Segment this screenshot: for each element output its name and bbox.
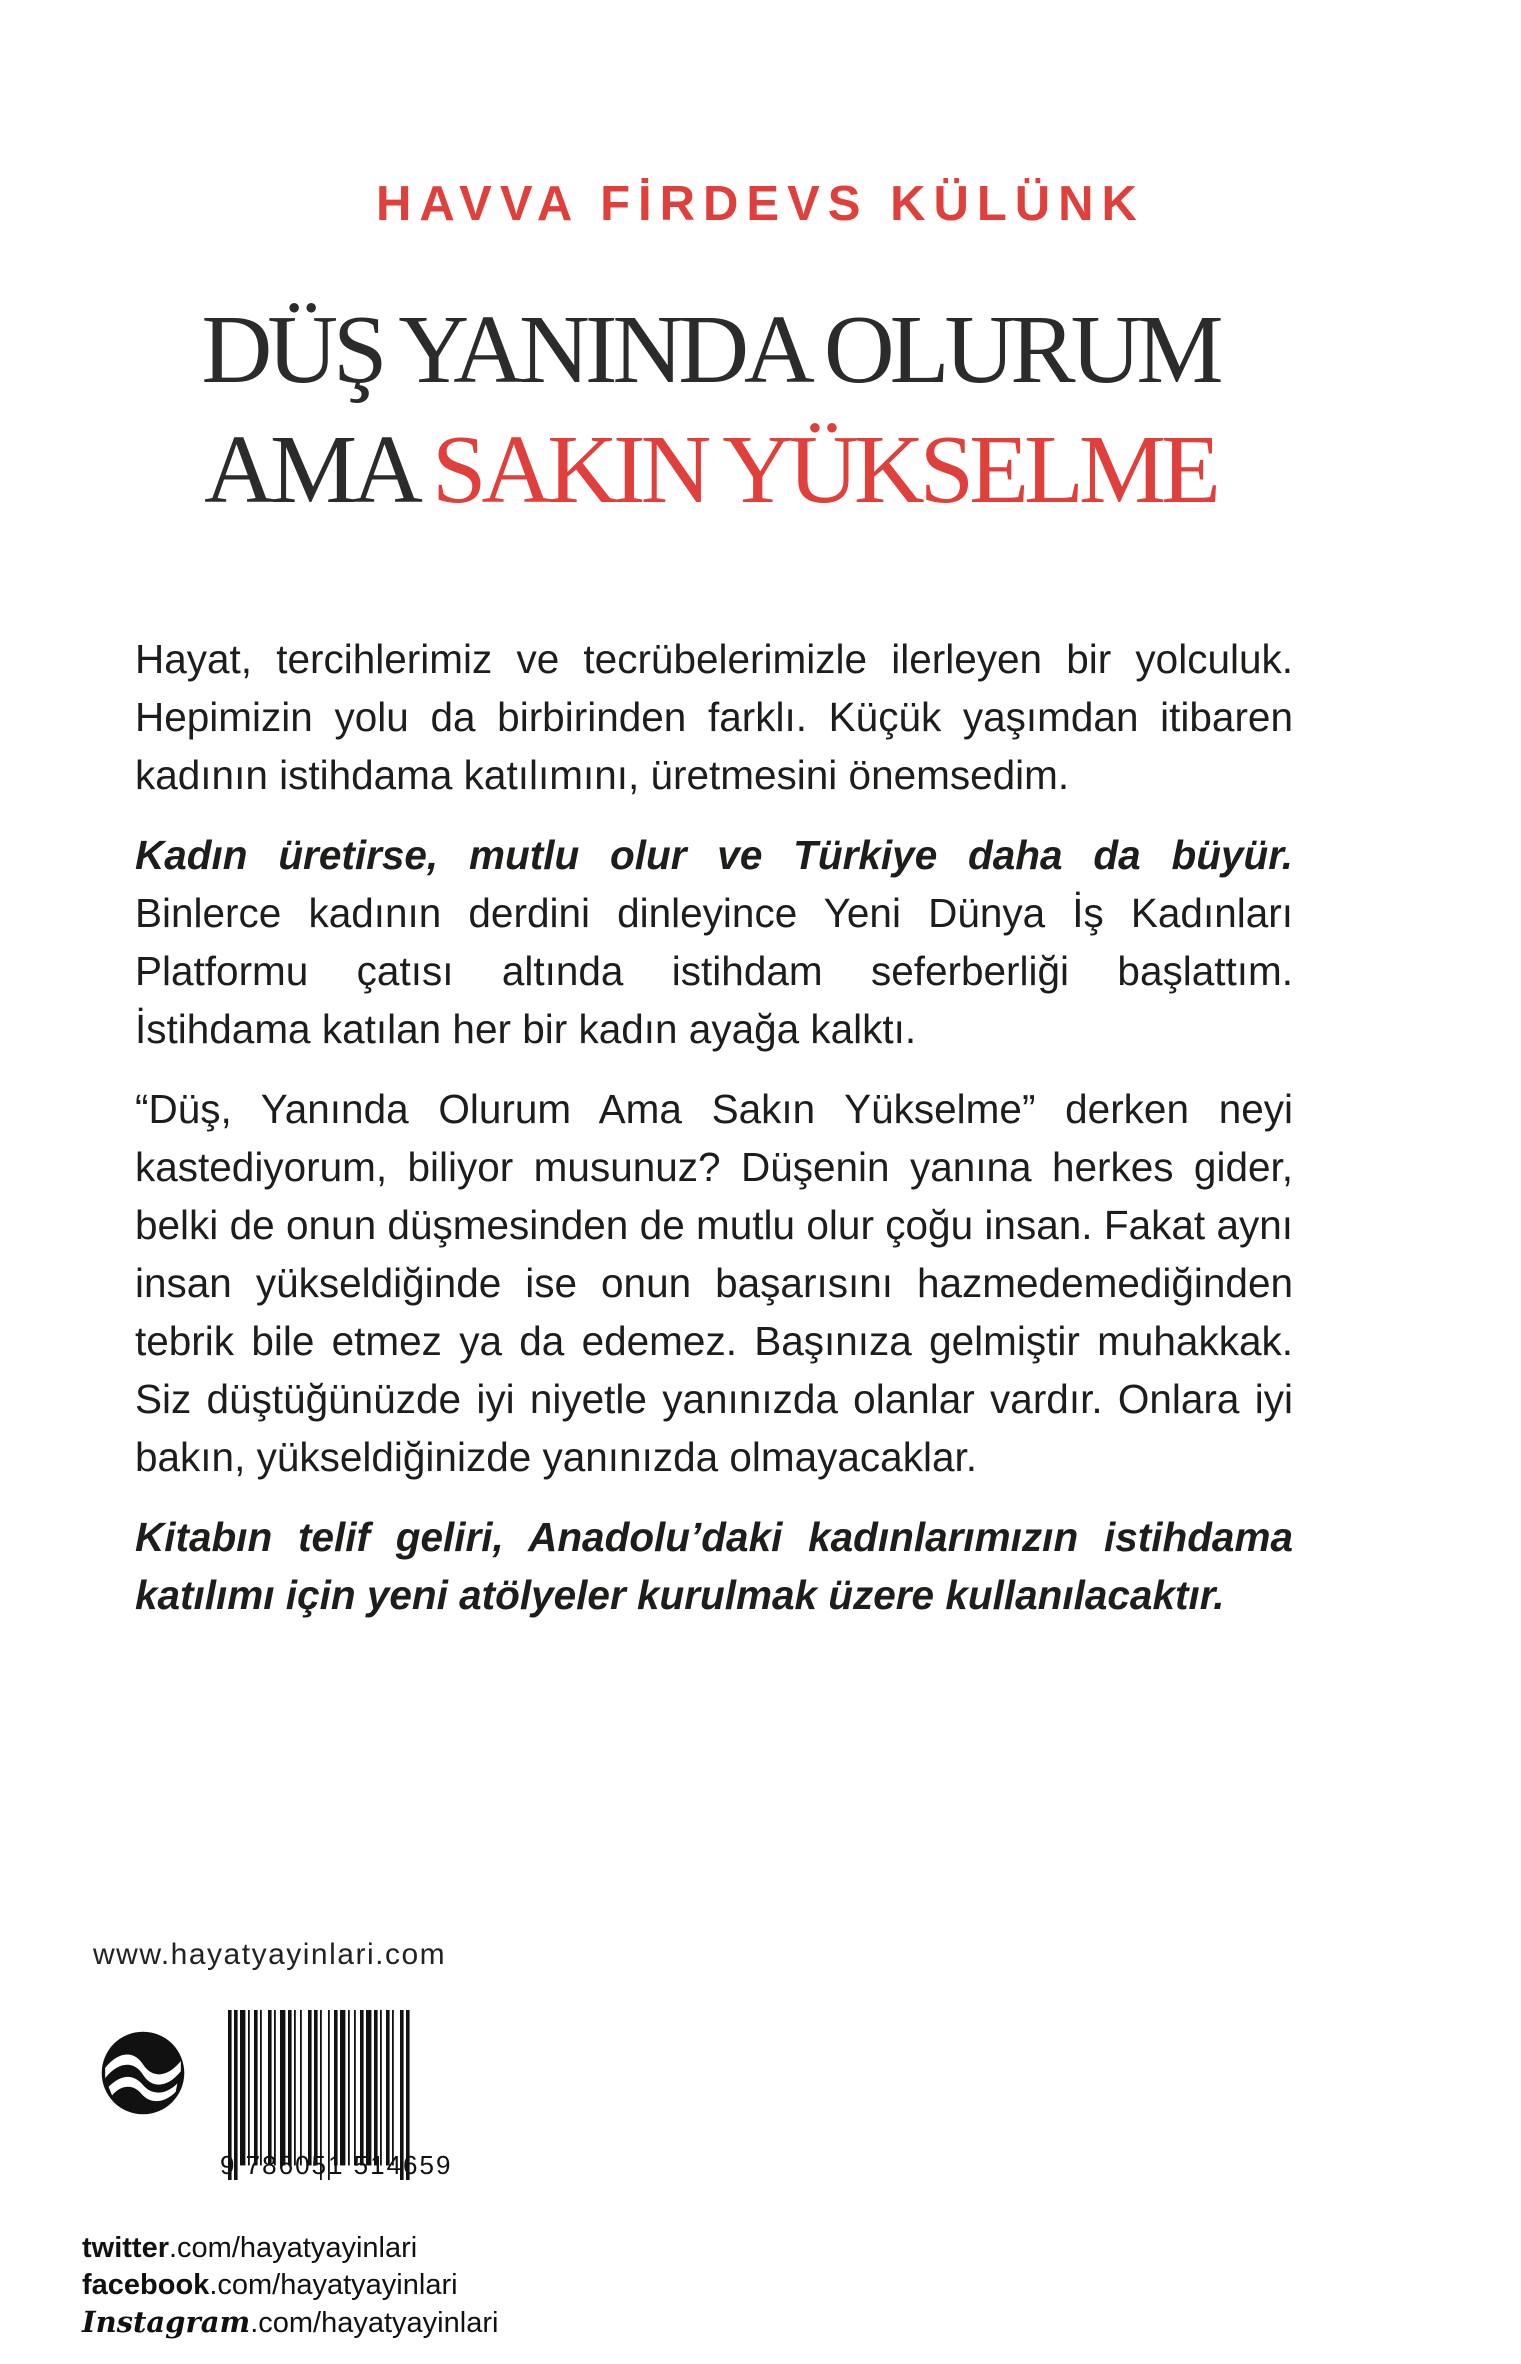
twitter-brand: twitter <box>82 2232 169 2264</box>
social-instagram[interactable] <box>82 2304 498 2342</box>
barcode-bar <box>240 2010 245 2165</box>
barcode-bar <box>248 2010 250 2165</box>
barcode-bar <box>280 2010 285 2165</box>
paragraph-2-rest: Binlerce kadının derdini dinleyince Yeni Dünya İş Kadınları Platformu çatısı altında istihdam seferberliği başlattım. İstihdama katılan her bir kadın ayağa kalktı. <box>135 890 1293 1052</box>
facebook-brand: facebook <box>82 2269 210 2301</box>
barcode-bar <box>300 2010 302 2165</box>
barcode-bar <box>392 2010 394 2165</box>
barcode-bar <box>348 2010 350 2165</box>
paragraph-3: “Düş, Yanında Olurum Ama Sakın Yükselme” derken neyi kastediyorum, biliyor musunuz? Düşenin yanına herkes gider, belki de onun düşmesinden de mutlu olur çoğu insan. Fakat aynı insan yükseldiğinde ise onun başarısını hazmedemediğinden tebrik bile etmez ya da edemez. Başınıza gelmiştir muhakkak. Siz düştüğünüzde iyi niyetle yanınızda olanlar vardır. Onlara iyi bakın, yükseldiğinizde yanınızda olmayacaklar. <box>135 1086 1293 1480</box>
facebook-path: .com/hayatyayinlari <box>209 2269 458 2301</box>
social-links <box>82 2230 498 2342</box>
instagram-path: .com/hayatyayinlari <box>250 2307 499 2339</box>
title-line-2-prefix: AMA <box>204 416 413 524</box>
barcode-bar <box>374 2010 378 2165</box>
barcode-bar <box>334 2010 338 2165</box>
barcode-bar <box>260 2010 262 2165</box>
paragraph-4: Kitabın telif geliri, Anadolu’daki kadınlarımızın istihdama katılımı için yeni atölyeler kurulmak üzere kullanılacaktır. <box>135 1514 1293 1618</box>
paragraph-2-emphasis: Kadın üretirse, mutlu olur ve Türkiye daha da büyür. <box>135 832 1293 878</box>
social-facebook[interactable] <box>82 2267 498 2304</box>
barcode-bar <box>386 2010 390 2165</box>
barcode-bar <box>254 2010 258 2165</box>
title-line-2-accent: SAKIN YÜKSELME <box>431 416 1216 524</box>
author-name: HAVVA FİRDEVS KÜLÜNK <box>376 177 1145 231</box>
social-twitter[interactable] <box>82 2230 498 2267</box>
barcode-bar <box>366 2010 371 2165</box>
paragraph-2 <box>135 826 1293 1058</box>
barcode-bar <box>268 2010 272 2165</box>
title-line-2 <box>0 410 1420 530</box>
publisher-wave-logo-icon <box>100 2030 186 2116</box>
publisher-website: www.hayatyayinlari.com <box>93 1938 447 1971</box>
paragraph-1: Hayat, tercihlerimiz ve tecrübelerimizle ilerleyen bir yolculuk. Hepimizin yolu da birbirinden farklı. Küçük yaşımdan itibaren kadının istihdama katılımını, üretmesini önemsedim. <box>135 636 1293 798</box>
barcode-bar <box>314 2010 318 2165</box>
barcode-bar <box>380 2010 382 2165</box>
twitter-path: .com/hayatyayinlari <box>169 2232 418 2264</box>
instagram-brand: Instagram <box>82 2305 251 2339</box>
isbn-number: 9 786051 514659 <box>220 2150 453 2180</box>
title-line-1: DÜŞ YANINDA OLURUM <box>201 296 1219 404</box>
barcode-bar <box>308 2010 312 2165</box>
barcode-bar <box>294 2010 296 2165</box>
barcode-bar <box>354 2010 356 2165</box>
barcode-bar <box>360 2010 364 2165</box>
barcode-bar <box>340 2010 345 2165</box>
barcode-bar <box>288 2010 292 2165</box>
back-cover-text <box>135 630 1293 1646</box>
barcode-bar <box>274 2010 276 2165</box>
book-title <box>0 290 1420 530</box>
